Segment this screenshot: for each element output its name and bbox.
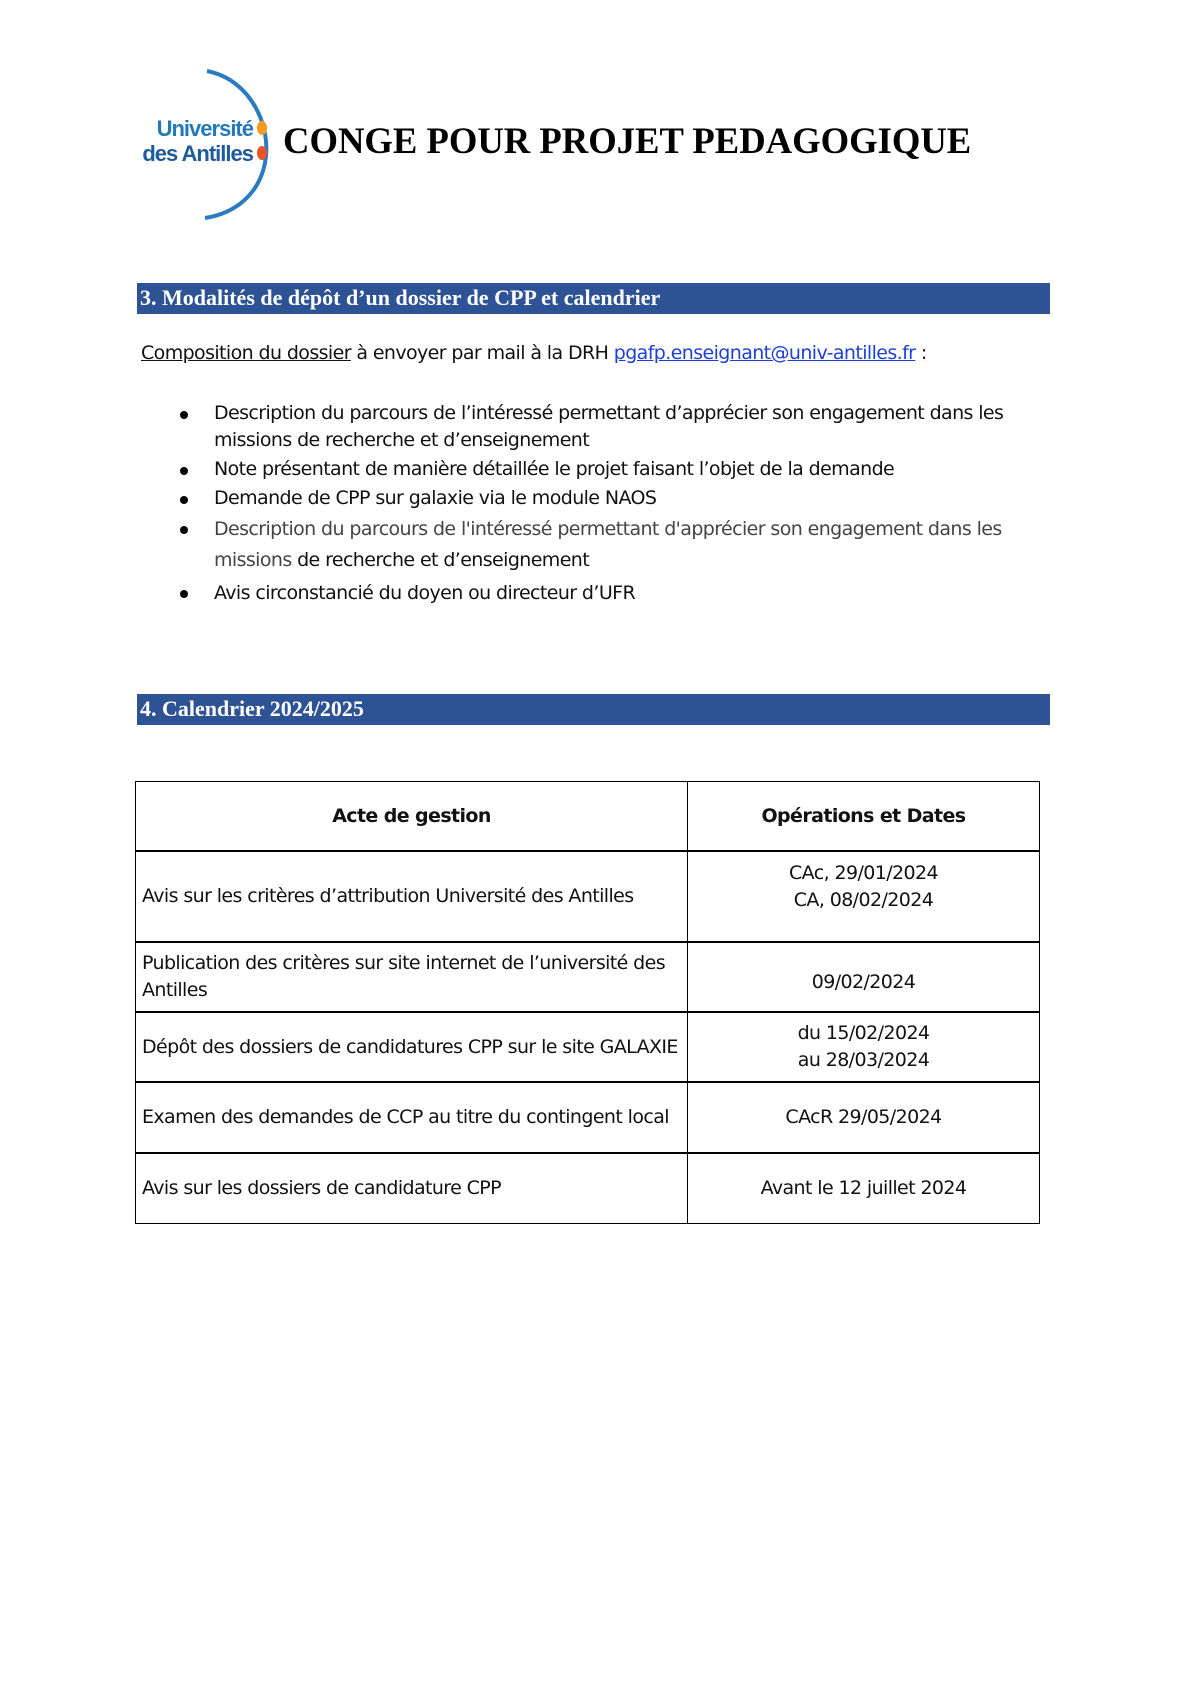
composition-label: Composition du dossier [141, 342, 351, 364]
list-item: Demande de CPP sur galaxie via le module NAOS [176, 485, 1036, 512]
intro-text: à envoyer par mail à la DRH [350, 342, 614, 364]
logo-line1: Université [156, 116, 253, 141]
dossier-items-list [176, 400, 1036, 611]
table-row [136, 1082, 1040, 1153]
logo-dot-red [257, 146, 267, 160]
section-3-title: 3. Modalités de dépôt d’un dossier de CPP et calendrier [140, 285, 661, 310]
column-header-acte: Acte de gestion [136, 782, 688, 852]
list-item: Note présentant de manière détaillée le projet faisant l’objet de la demande [176, 456, 1036, 483]
table-row [136, 942, 1040, 1012]
bullet-icon [180, 496, 188, 504]
logo-dot-orange [257, 121, 267, 135]
acte-cell: Avis sur les critères d’attribution Université des Antilles [136, 851, 688, 942]
dates-cell: Avant le 12 juillet 2024 [688, 1153, 1040, 1224]
calendar-table [135, 781, 1040, 1224]
list-item: Avis circonstancié du doyen ou directeur d’UFR [176, 578, 1036, 609]
list-item: Description du parcours de l’intéressé permettant d’apprécier son engagement dans les missions de recherche et d’enseignement [176, 400, 1036, 454]
table-row [136, 1153, 1040, 1224]
document-title: CONGE POUR PROJET PEDAGOGIQUE [283, 121, 972, 162]
section-4-title: 4. Calendrier 2024/2025 [140, 696, 364, 721]
drh-email-link[interactable]: pgafp.enseignant@univ-antilles.fr [613, 342, 916, 364]
bullet-icon [180, 467, 188, 475]
acte-cell: Dépôt des dossiers de candidatures CPP sur le site GALAXIE [136, 1012, 688, 1082]
list-item: Description du parcours de l'intéressé permettant d'apprécier son engagement dans les missions de recherche et d’enseignement [176, 514, 1036, 576]
bullet-icon [180, 526, 188, 534]
acte-cell: Publication des critères sur site internet de l’université des Antilles [136, 942, 688, 1012]
university-logo [137, 68, 272, 220]
bullet-icon [180, 590, 188, 598]
dates-cell: du 15/02/2024 au 28/03/2024 [688, 1012, 1040, 1082]
table-header-row [136, 782, 1040, 852]
table-row [136, 851, 1040, 942]
dates-cell: CAcR 29/05/2024 [688, 1082, 1040, 1153]
intro-suffix: : [915, 342, 927, 364]
dates-cell: CAc, 29/01/2024 CA, 08/02/2024 [688, 851, 1040, 942]
table-row [136, 1012, 1040, 1082]
acte-cell: Avis sur les dossiers de candidature CPP [136, 1153, 688, 1224]
bullet-icon [180, 411, 188, 419]
column-header-dates: Opérations et Dates [688, 782, 1040, 852]
acte-cell: Examen des demandes de CCP au titre du contingent local [136, 1082, 688, 1153]
section-3-header [137, 283, 1050, 314]
logo-line2: des Antilles [142, 141, 253, 166]
dossier-composition-intro [141, 342, 927, 364]
section-4-header [137, 694, 1050, 725]
dates-cell: 09/02/2024 [688, 942, 1040, 1012]
